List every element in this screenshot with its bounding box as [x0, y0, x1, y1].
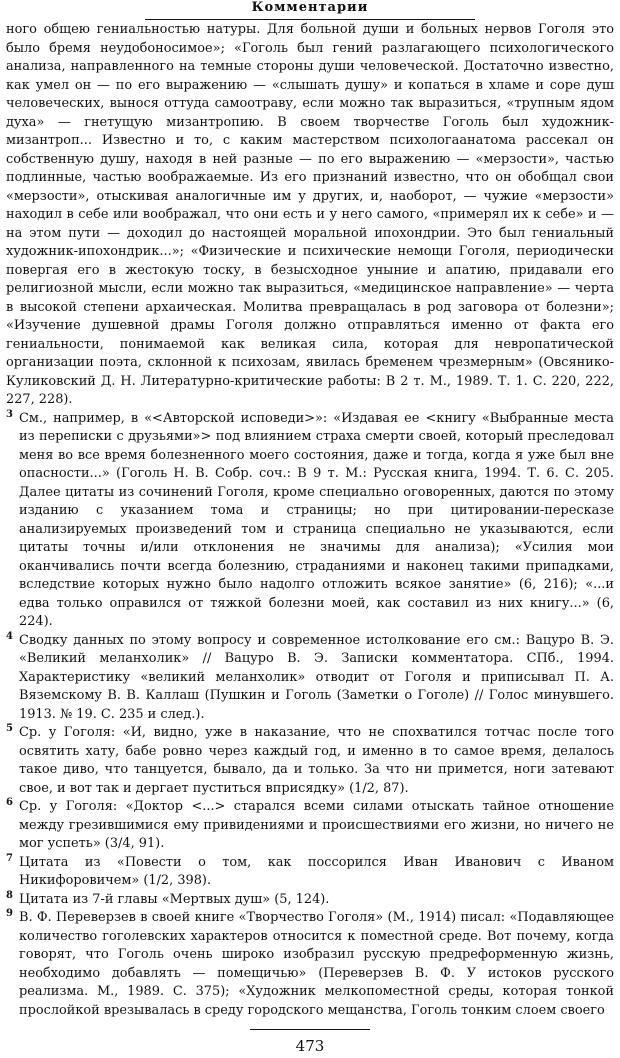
note-8 [6, 891, 614, 910]
note-number: 7 [6, 852, 13, 864]
note-5 [6, 724, 614, 798]
note-text: Ср. у Гоголя: «И, видно, уже в наказание, что не спохватился тотчас после того освятить хату, бабе ровно через каждый год, и именно в то самое время, делалось такое диво, что танцуется, бывало, да и только. За что ни примется, ноги затевают свое, и вот так и дергает пуститься вприсядку» (1/2, 87). [19, 725, 614, 796]
note-number: 5 [6, 723, 13, 734]
note-3 [6, 410, 614, 632]
note-9 [6, 909, 614, 1020]
note-text: См., например, в «<Авторской исповеди>»: «Издавая ее <книгу «Выбранные места из переписки с друзьями»> под влиянием страха смерти своей, который преследовал меня во все время болезненного моего состояния, даже и тогда, когда я уже был вне опасности...» (Гоголь Н. В. Собр. соч.: В 9 т. М.: Русская книга, 1994. Т. 6. С. 205. Далее цитаты из сочинений Гоголя, кроме специально оговоренных, даются по этому изданию с указанием тома и страницы; но при цитировании-пересказе анализируемых произведений том и страница специально не указываются, если цитаты точны и/или отклонения не значимы для анализа); «Усилия мои оканчивались почти всегда болезнию, страданиями и наконец такими припадками, вследствие которых нужно было надолго отложить всякое занятие» (6, 216); «...и едва только оправился от тяжкой болезни моей, как составил из них книгу...» (6, 224). [19, 410, 614, 629]
continuation-paragraph: ного общею гениальностью натуры. Для больной души и больных нервов Гоголя это было бремя неудобоносимое»; «Гоголь был гений разлагающего психологического анализа, направленного на темные стороны души человеческой. Достаточно известно, как умел он — по его выражению — «слышать душу» и копаться в хламе и соре душ человеческих, вынося оттуда самоотраву, если можно так выразиться, «трупным ядом духа» — гнетущую мизантропию. В своем творчестве Гоголь был художник-мизантроп... Известно и то, с каким мастерством психологаанатома рассекал он собственную душу, находя в ней разные — по его выражению — «мерзости», частью подлинные, частью воображаемые. Из его признаний известно, что он обобщал свои «мерзости», отыскивая аналогичные им у других, и, наоборот, — чужие «мерзости» находил в себе или воображал, что они есть и у него самого, «примерял их к себе» и — на этом пути — доходил до настоящей моральной ипохондрии. Это был гениальный художник-ипохондрик...»; «Физические и психические немощи Гоголя, периодически повергая его в жестокую тоску, в безысходное уныние и апатию, придавали его религиозной мысли, если можно так выразиться, «медицинское направление» — черта в высокой степени архаическая. Молитва превращалась в род заговора от болезни»; «Изучение душевной драмы Гоголя должно отправляться именно от факта его гениальности, понимаемой как великая сила, которая для невропатической организации поэта, склонной к психозам, явилась бременем чрезмерным» (Овсянико-Куликовский Д. Н. Литературно-критические работы: В 2 т. М., 1989. Т. 1. С. 220, 222, 227, 228). [6, 22, 614, 407]
note-number: 4 [6, 630, 13, 642]
header-rule [145, 19, 475, 20]
note-6 [6, 798, 614, 854]
note-7 [6, 854, 614, 891]
running-title: Комментарии [251, 0, 369, 15]
note-text: Ср. у Гоголя: «Доктор <...> старался всеми силами отыскать тайное отношение между грезившимися ему привидениями и происшествиями его жизни, но ничего не мог успеть» (3/4, 91). [19, 799, 614, 851]
note-text: Цитата из 7-й главы «Мертвых душ» (5, 124). [19, 891, 330, 907]
note-number: 9 [6, 908, 13, 919]
note-number: 8 [6, 889, 13, 901]
note-number: 3 [6, 408, 13, 420]
footer-rule [250, 1029, 370, 1030]
commentary-body [6, 21, 614, 1020]
note-text: В. Ф. Переверзев в своей книге «Творчество Гоголя» (М., 1914) писал: «Подавляющее количество гоголевских характеров относится к поместной среде. Вот почему, когда говорят, что Гоголь очень широко изобразил русскую предреформенную жизнь, необходимо добавлять — помещичью» (Переверзев В. Ф. У истоков русского реализма. М., 1989. С. 375); «Художник мелкопоместной среды, которая тонкой прослойкой врезывалась в среду городского мещанства, Гоголь тонким слоем своего [19, 910, 614, 1018]
note-text: Сводку данных по этому вопросу и современное истолкование его см.: Вацуро В. Э. «Великий меланхолик» // Вацуро В. Э. Записки комментатора. СПб., 1994. Характеристику «великий меланхолик» отводит от Гоголя и приписывал П. А. Вяземскому В. В. Каллаш (Пушкин и Гоголь (Заметки о Гоголе) // Голос минувшего. 1913. № 19. С. 235 и след.). [19, 632, 614, 722]
page-number: 473 [295, 1037, 325, 1055]
note-4 [6, 632, 614, 725]
note-number: 6 [6, 797, 13, 808]
note-text: Цитата из «Повести о том, как поссорился Иван Иванович с Иваном Никифоровичем» (1/2, 398). [19, 854, 614, 888]
